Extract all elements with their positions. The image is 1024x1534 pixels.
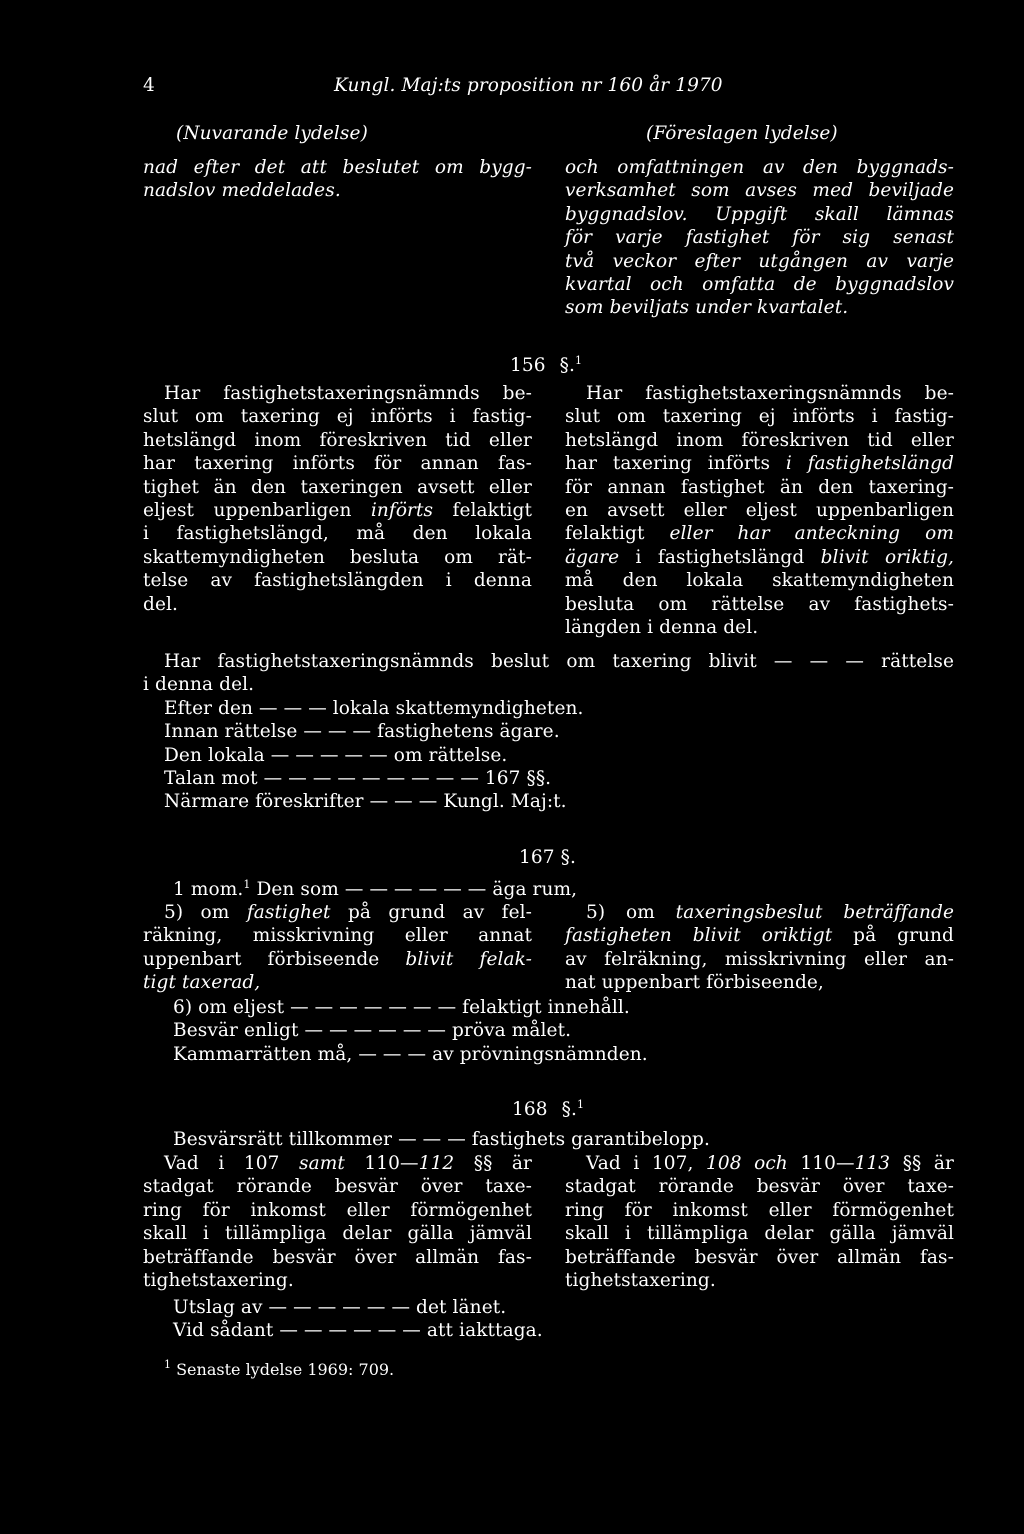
text-line: räkning, misskrivning eller annat bbox=[143, 925, 532, 947]
section-sign: §. bbox=[559, 355, 575, 376]
text-run: §§ är bbox=[902, 1153, 954, 1174]
footnote-marker: 1 bbox=[576, 1098, 585, 1111]
section-heading-168 bbox=[512, 1098, 584, 1121]
footnote-marker: 1 bbox=[574, 354, 583, 367]
text-run: 112 bbox=[418, 1153, 455, 1174]
mom-prefix: 1 mom. bbox=[173, 879, 244, 900]
text-line: en avsett eller eljest uppenbarligen bbox=[565, 500, 954, 522]
mom-text: Den som — — — — — — äga rum, bbox=[256, 879, 578, 900]
running-title: Kungl. Maj:ts proposition nr 160 år 1970 bbox=[334, 75, 723, 96]
text-run: 113 bbox=[854, 1153, 891, 1174]
text-line: Talan mot — — — — — — — — — 167 §§. bbox=[164, 768, 552, 790]
text-line: del. bbox=[143, 593, 178, 615]
text-line: nadslov meddelades. bbox=[143, 180, 341, 202]
text-line bbox=[565, 522, 954, 545]
text-run: i fastighetslängd bbox=[785, 453, 955, 475]
page-number: 4 bbox=[143, 75, 155, 96]
section-168-left bbox=[143, 1152, 532, 1292]
text-line: och omfattningen av den byggnads- bbox=[565, 157, 954, 178]
text-line bbox=[164, 1152, 532, 1175]
text-run: blivit oriktig, bbox=[820, 546, 954, 568]
text-line: hetslängd inom föreskriven tid eller bbox=[565, 429, 954, 451]
footnote-marker: 1 bbox=[243, 878, 251, 891]
text-line: Besvär enligt — — — — — — pröva målet. bbox=[173, 1020, 572, 1042]
section-number: 168 bbox=[512, 1099, 548, 1120]
section-heading-156 bbox=[510, 354, 582, 377]
column-header-right: (Föreslagen lydelse) bbox=[646, 123, 838, 144]
text-run: §§ är bbox=[473, 1153, 532, 1174]
text-line: ring för inkomst eller förmögenhet bbox=[565, 1199, 954, 1221]
section-number: 156 bbox=[510, 355, 546, 376]
text-line bbox=[164, 901, 532, 924]
text-run: eljest uppenbarligen bbox=[143, 500, 352, 522]
text-run: 5) om bbox=[586, 902, 655, 923]
text-line: tigt taxerad, bbox=[143, 972, 261, 994]
mom-line bbox=[173, 878, 577, 901]
text-line: nad efter det att beslutet om bygg- bbox=[143, 157, 532, 178]
section-168-right bbox=[565, 1152, 954, 1292]
text-line: nat uppenbart förbiseende, bbox=[565, 972, 824, 994]
column-header-left: (Nuvarande lydelse) bbox=[176, 123, 368, 144]
text-line: för varje fastighet för sig senast bbox=[565, 227, 954, 249]
section-156-full bbox=[143, 650, 954, 814]
text-line: i denna del. bbox=[143, 674, 255, 696]
text-line: tighetstaxering. bbox=[143, 1270, 294, 1292]
text-line: må den lokala skattemyndigheten bbox=[565, 570, 954, 592]
text-line: 6) om eljest — — — — — — — felaktigt innehåll. bbox=[173, 997, 630, 1018]
text-line bbox=[143, 948, 532, 971]
text-line: beträffande besvär över allmän fas- bbox=[143, 1246, 532, 1268]
text-line bbox=[586, 901, 954, 924]
text-line: av felräkning, misskrivning eller an- bbox=[565, 948, 954, 970]
text-line: längden i denna del. bbox=[565, 617, 759, 639]
text-line: tighet än den taxeringen avsett eller bbox=[143, 476, 532, 498]
text-line: Vid sådant — — — — — — att iakttaga. bbox=[173, 1320, 543, 1342]
text-line: stadgat rörande besvär över taxe- bbox=[143, 1176, 532, 1198]
text-run: Vad i 107 bbox=[164, 1153, 280, 1174]
text-run: på grund bbox=[853, 925, 954, 947]
text-line bbox=[565, 924, 954, 947]
footnote-marker: 1 bbox=[164, 1358, 171, 1371]
section-156-right bbox=[565, 382, 955, 639]
text-line: beträffande besvär över allmän fas- bbox=[565, 1246, 954, 1268]
text-line: som beviljats under kvartalet. bbox=[565, 297, 849, 319]
text-line: ring för inkomst eller förmögenhet bbox=[143, 1199, 532, 1221]
text-line bbox=[565, 452, 954, 475]
text-line: Den lokala — — — — — om rättelse. bbox=[164, 744, 508, 766]
text-run: felaktigt bbox=[452, 500, 532, 522]
text-line: skall i tillämpliga delar gälla jämväl bbox=[143, 1223, 532, 1245]
text-line bbox=[586, 1152, 954, 1175]
section-167-left bbox=[143, 901, 533, 995]
text-run: 5) om bbox=[164, 902, 230, 923]
text-line: stadgat rörande besvär över taxe- bbox=[565, 1176, 954, 1198]
text-line: Har fastighetstaxeringsnämnds be- bbox=[164, 383, 532, 404]
text-line: i fastighetslängd, må den lokala bbox=[143, 523, 532, 545]
text-run: 110— bbox=[800, 1153, 855, 1174]
text-line: kvartal och omfatta de byggnadslov bbox=[565, 274, 954, 296]
text-run: på grund av fel- bbox=[347, 902, 533, 923]
text-line: Har fastighetstaxeringsnämnds beslut om taxering blivit — — — rättelse bbox=[164, 651, 954, 672]
text-line: tighetstaxering. bbox=[565, 1270, 716, 1292]
text-line: Innan rättelse — — — fastighetens ägare. bbox=[164, 721, 560, 743]
text-run: samt bbox=[298, 1153, 345, 1174]
intro-right bbox=[565, 156, 954, 320]
section-168-full bbox=[173, 1296, 954, 1343]
text-run: taxeringsbeslut beträffande bbox=[675, 902, 954, 923]
text-line bbox=[143, 499, 532, 522]
section-168-first-line: Besvärsrätt tillkommer — — — fastighets garantibelopp. bbox=[173, 1129, 710, 1150]
footnote bbox=[164, 1360, 394, 1379]
text-run: eller har anteckning om bbox=[669, 523, 954, 545]
text-line: slut om taxering ej införts i fastig- bbox=[143, 406, 532, 428]
section-156-left bbox=[143, 382, 532, 616]
text-line: hetslängd inom föreskriven tid eller bbox=[143, 429, 532, 451]
text-line: besluta om rättelse av fastighets- bbox=[565, 593, 954, 615]
text-run: blivit felak- bbox=[405, 948, 532, 970]
text-line: för annan fastighet än den taxering- bbox=[565, 476, 954, 498]
text-line: verksamhet som avses med beviljade bbox=[565, 180, 954, 202]
text-run: införts bbox=[370, 500, 434, 522]
text-line: telse av fastighetslängden i denna bbox=[143, 570, 532, 592]
text-line: Kammarrätten må, — — — av prövningsnämnden. bbox=[173, 1043, 648, 1065]
text-run: fastighet bbox=[246, 902, 331, 923]
text-run: har taxering införts bbox=[565, 453, 771, 475]
text-line: två veckor efter utgången av varje bbox=[565, 250, 954, 272]
text-run: felaktigt bbox=[565, 523, 645, 545]
section-heading-167: 167 §. bbox=[519, 847, 576, 868]
text-line: Efter den — — — lokala skattemyndigheten. bbox=[164, 697, 584, 719]
text-run: ägare bbox=[565, 546, 620, 568]
text-line: har taxering införts för annan fas- bbox=[143, 453, 532, 475]
footnote-text: Senaste lydelse 1969: 709. bbox=[176, 1360, 395, 1379]
text-line: Utslag av — — — — — — det länet. bbox=[173, 1297, 507, 1318]
text-run: 110— bbox=[364, 1153, 419, 1174]
text-run: 108 och bbox=[705, 1153, 788, 1174]
text-line: byggnadslov. Uppgift skall lämnas bbox=[565, 203, 954, 225]
section-167-full bbox=[173, 996, 954, 1066]
section-167-right bbox=[565, 901, 954, 995]
text-line: Närmare föreskrifter — — — Kungl. Maj:t. bbox=[164, 791, 567, 813]
text-line: slut om taxering ej införts i fastig- bbox=[565, 406, 954, 428]
text-run: fastigheten blivit oriktigt bbox=[565, 925, 833, 947]
text-run: i fastighetslängd bbox=[635, 546, 805, 568]
text-line: Har fastighetstaxeringsnämnds be- bbox=[586, 383, 954, 404]
section-sign: §. bbox=[561, 1099, 577, 1120]
text-run: Vad i 107, bbox=[586, 1153, 694, 1174]
text-run: uppenbart förbiseende bbox=[143, 948, 380, 970]
intro-left bbox=[143, 156, 532, 203]
text-line bbox=[565, 546, 954, 569]
text-line: skattemyndigheten besluta om rät- bbox=[143, 546, 532, 568]
text-line: skall i tillämpliga delar gälla jämväl bbox=[565, 1223, 954, 1245]
